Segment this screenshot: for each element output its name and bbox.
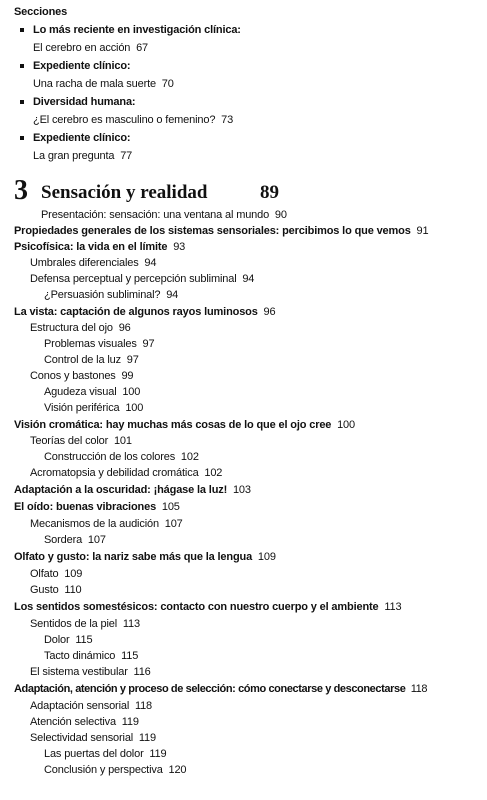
toc-entry: Adaptación a la oscuridad: ¡hágase la luz! 103 <box>14 484 251 496</box>
section-title: Diversidad humana: <box>33 96 136 108</box>
toc-entry: Conclusión y perspectiva 120 <box>44 764 187 776</box>
toc-entry: Presentación: sensación: una ventana al mundo 90 <box>41 209 287 221</box>
page-number: 115 <box>121 650 139 662</box>
bullet-icon <box>20 100 24 104</box>
page-number: 103 <box>232 484 251 496</box>
page-number: 109 <box>64 568 83 580</box>
page-number: 120 <box>168 764 187 776</box>
bullet-icon <box>20 28 24 32</box>
toc-entry: Acromatopsia y debilidad cromática 102 <box>30 467 223 479</box>
bullet-icon <box>20 64 24 68</box>
page-number: 100 <box>125 402 144 414</box>
page-number: 102 <box>204 467 223 479</box>
page-number: 119 <box>138 732 156 744</box>
section-entry: ¿El cerebro es masculino o femenino? 73 <box>33 114 234 126</box>
page-number: 102 <box>180 451 199 463</box>
page-number: 67 <box>136 42 149 54</box>
chapter-page-number: 89 <box>260 182 279 203</box>
toc-entry: Selectividad sensorial 119 <box>30 732 156 744</box>
page-number: 113 <box>122 618 140 630</box>
page-number: 70 <box>161 78 174 90</box>
toc-entry: Problemas visuales 97 <box>44 338 155 350</box>
page-number: 107 <box>164 518 183 530</box>
bullet-icon <box>20 136 24 140</box>
page-number: 119 <box>121 716 139 728</box>
chapter-title: Sensación y realidad <box>41 182 208 203</box>
toc-entry: Umbrales diferenciales 94 <box>30 257 157 269</box>
page-number: 97 <box>142 338 155 350</box>
toc-entry: Adaptación sensorial 118 <box>30 700 153 712</box>
page-number: 100 <box>337 419 355 431</box>
page-number: 93 <box>173 241 186 253</box>
page-number: 113 <box>384 601 402 613</box>
toc-entry: Mecanismos de la audición 107 <box>30 518 183 530</box>
page-number: 109 <box>257 551 276 563</box>
toc-entry: Visión cromática: hay muchas más cosas de lo que el ojo cree 100 <box>14 419 355 431</box>
sections-heading: Secciones <box>14 6 68 18</box>
toc-entry: Visión periférica 100 <box>44 402 144 414</box>
toc-entry: Dolor 115 <box>44 634 93 646</box>
toc-entry: Olfato 109 <box>30 568 83 580</box>
section-title: Expediente clínico: <box>33 132 131 144</box>
page-number: 101 <box>113 435 132 447</box>
page-number: 119 <box>149 748 167 760</box>
page-number: 116 <box>133 666 151 678</box>
page-number: 90 <box>274 209 287 221</box>
page-number: 94 <box>144 257 157 269</box>
toc-entry: Propiedades generales de los sistemas sensoriales: percibimos lo que vemos 91 <box>14 225 429 237</box>
toc-entry: Tacto dinámico 115 <box>44 650 139 662</box>
chapter-number: 3 <box>14 175 28 206</box>
toc-entry: Psicofísica: la vida en el límite 93 <box>14 241 186 253</box>
page-number: 118 <box>134 700 153 712</box>
toc-entry: El sistema vestibular 116 <box>30 666 151 678</box>
page-number: 94 <box>166 289 179 301</box>
section-entry: La gran pregunta 77 <box>33 150 133 162</box>
page-number: 100 <box>122 386 141 398</box>
toc-entry: Las puertas del dolor 119 <box>44 748 167 760</box>
toc-entry: Construcción de los colores 102 <box>44 451 199 463</box>
page-number: 77 <box>120 150 133 162</box>
section-entry: Una racha de mala suerte 70 <box>33 78 174 90</box>
page-number: 105 <box>161 501 180 513</box>
section-title: Expediente clínico: <box>33 60 131 72</box>
toc-entry: Sentidos de la piel 113 <box>30 618 140 630</box>
page-number: 115 <box>75 634 93 646</box>
page-number: 97 <box>126 354 139 366</box>
page-number: 107 <box>87 534 106 546</box>
toc-entry: Agudeza visual 100 <box>44 386 141 398</box>
toc-entry: Conos y bastones 99 <box>30 370 134 382</box>
toc-entry: La vista: captación de algunos rayos luminosos 96 <box>14 306 276 318</box>
toc-entry: Teorías del color 101 <box>30 435 132 447</box>
toc-entry: Olfato y gusto: la nariz sabe más que la lengua 109 <box>14 551 276 563</box>
page-number: 94 <box>242 273 255 285</box>
toc-entry: Atención selectiva 119 <box>30 716 139 728</box>
section-entry: El cerebro en acción 67 <box>33 42 149 54</box>
toc-entry: Sordera 107 <box>44 534 106 546</box>
toc-entry: Estructura del ojo 96 <box>30 322 131 334</box>
toc-entry: Control de la luz 97 <box>44 354 139 366</box>
page-number: 91 <box>416 225 429 237</box>
toc-entry: ¿Persuasión subliminal? 94 <box>44 289 179 301</box>
page-number: 96 <box>263 306 276 318</box>
toc-entry: El oído: buenas vibraciones 105 <box>14 501 180 513</box>
page-number: 96 <box>118 322 131 334</box>
toc-entry: Los sentidos somestésicos: contacto con nuestro cuerpo y el ambiente 113 <box>14 601 402 613</box>
page-number: 99 <box>121 370 134 382</box>
page-number: 118 <box>410 683 428 695</box>
toc-entry: Defensa perceptual y percepción subliminal 94 <box>30 273 255 285</box>
page-number: 110 <box>64 584 82 596</box>
toc-entry: Gusto 110 <box>30 584 82 596</box>
section-title: Lo más reciente en investigación clínica: <box>33 24 241 36</box>
toc-entry: Adaptación, atención y proceso de selección: cómo conectarse y desconectarse 118 <box>14 683 428 695</box>
page-number: 73 <box>221 114 234 126</box>
